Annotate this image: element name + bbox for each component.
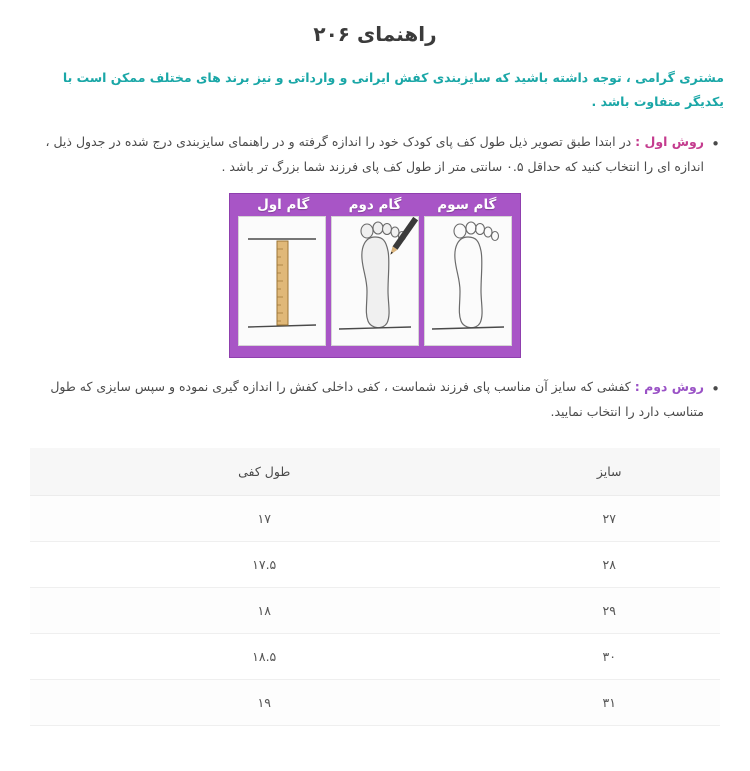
ruler-measure-icon [238,216,326,346]
size-table [30,448,720,726]
table-header-row [30,448,720,496]
table-row [30,679,720,725]
step-one-lead: روش اول : [635,133,704,149]
steps-list-second [0,374,750,424]
table-row [30,633,720,679]
foot-outline-icon [424,216,512,346]
steps-list [0,129,750,179]
column-header-size: سایز [498,448,720,496]
figure-label-step3: گام سوم [437,196,497,213]
figure-panels [230,214,520,354]
list-item [0,129,750,179]
cell-size: ۲۸ [498,541,720,587]
cell-size: ۳۰ [498,633,720,679]
table-row [30,495,720,541]
column-header-insole-length: طول کفی [30,448,498,496]
size-table-body [30,495,720,725]
figure-label-step2: گام دوم [348,196,402,213]
cell-size: ۲۹ [498,587,720,633]
intro-note: مشتری گرامی ، توجه داشته باشید که سایزبندی کفش ایرانی و وارداتی و نیز برند های مختلف ممکن است با یکدیگر متفاوت باشد . [62,70,724,110]
figure-labels [230,194,520,215]
guide-page [0,22,750,771]
size-table-head [30,448,720,496]
measure-figure [229,193,521,358]
table-row [30,541,720,587]
step-one-text: در ابتدا طبق تصویر ذیل طول کف پای کودک خود را اندازه گرفته و در راهنمای سایزبندی درج شده در جدول ذیل ، اندازه ای را انتخاب کنید که حداقل ۰.۵ سانتی متر از طول کف پای فرزند شما بزرگ تر باشد . [45,133,704,174]
measure-figure-wrap [0,193,750,358]
cell-length: ۱۷.۵ [30,541,498,587]
foot-with-pencil-icon [331,216,419,346]
cell-size: ۲۷ [498,495,720,541]
cell-length: ۱۸.۵ [30,633,498,679]
cell-length: ۱۸ [30,587,498,633]
figure-label-step1: گام اول [257,196,310,213]
page-title: راهنمای ۲۰۶ [313,22,437,46]
step-two-lead: روش دوم : [634,378,704,394]
cell-length: ۱۹ [30,679,498,725]
list-item [0,374,750,424]
cell-length: ۱۷ [30,495,498,541]
step-two-text: کفشی که سایز آن مناسب پای فرزند شماست ، کفی داخلی کفش را اندازه گیری نموده و سپس سایزی که طول متناسب دارد را انتخاب نمایید. [50,378,704,419]
table-row [30,587,720,633]
cell-size: ۳۱ [498,679,720,725]
